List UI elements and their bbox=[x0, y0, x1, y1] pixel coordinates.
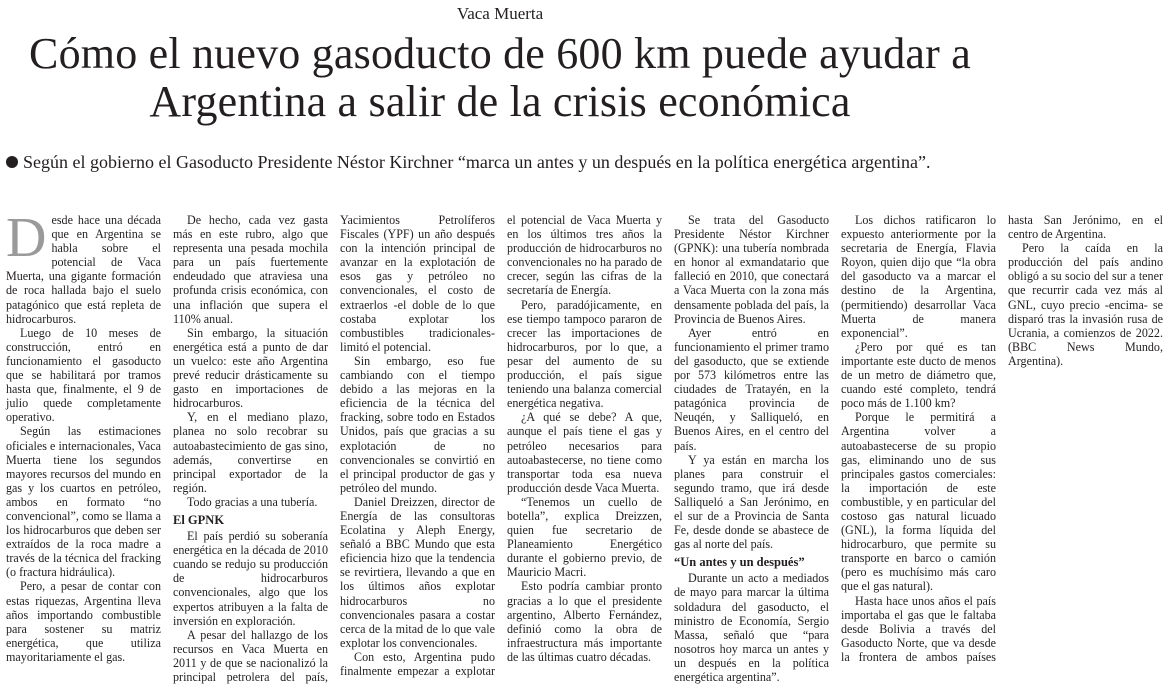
article-paragraph: Sin embargo, la situación energética está a punto de dar un vuelco: este año Argentina prevé reducir drásticamente su gasto en importaciones de hidrocarburos. bbox=[173, 325, 328, 411]
article-paragraph: “Tenemos un cuello de botella”, explica Dreizzen, quien fue secretario de Planeamiento Energético durante el gobierno previo, de Mauricio Macri. bbox=[507, 494, 662, 580]
article-paragraph: Los dichos ratificaron lo expuesto anteriormente por la secretaria de Energía, Flavia Royon, quien dijo que “la obra del gasoducto va a marcar el destino de la Argentina, (permitiendo) desarrollar Vaca Muerta de manera exponencial”. bbox=[841, 213, 996, 340]
article-paragraph: A pesar del hallazgo de los recursos en Vaca Muerta en 2011 y de que se nacionalizó la principal petrolera del país, Yacimientos Petrolíferos Fiscales (YPF) un año después con la intención principal de avanzar en la explotación de esos gas y petróleo no convencionales, el costo de extraerlos -el doble de lo que costaba explotar los combustibles tradicionales- limitó el potencial. bbox=[173, 213, 495, 684]
article-paragraph: Con esto, Argentina pudo finalmente empezar a explotar el potencial de Vaca Muerta y en los últimos tres años la producción de hidrocarburos no convencionales no ha parado de crecer, según las cifras de la secretaría de Energía. bbox=[340, 213, 662, 678]
section-subheading: El GPNK bbox=[173, 512, 225, 527]
article-paragraph: El país perdió su soberanía energética en la década de 2010 cuando se redujo su producción de hidrocarburos convencionales, algo que los expertos atribuyen a la falta de inversión en exploración. bbox=[173, 529, 328, 628]
article-paragraph: Daniel Dreizzen, director de Energía de las consultoras Ecolatina y Aleph Energy, señaló a BBC Mundo que esta eficiencia hizo que la tendencia se revirtiera, llevando a que en los últimos años explotar hidrocarburos no convencionales pasara a costar cerca de la mitad de lo que vale explotar los convencionales. bbox=[340, 494, 495, 650]
article-paragraph: ¿A qué se debe? A que, aunque el país tiene el gas y petróleo necesarios para autoabastecerse, no tiene como transportar toda esa nueva producción desde Vaca Muerta. bbox=[507, 410, 662, 495]
article-paragraph: Todo gracias a una tubería. bbox=[187, 494, 318, 509]
drop-cap: D bbox=[6, 207, 47, 269]
article-paragraph: Luego de 10 meses de construcción, entró en funcionamiento el gasoducto que se habilitará por tramos hasta que, finalmente, el 9 de julio quede completamente operativo. bbox=[6, 325, 161, 425]
article-paragraph: ¿Pero por qué es tan importante este ducto de menos de un metro de diámetro que, cuando esté completo, tendrá poco más de 1.100 km? bbox=[841, 339, 996, 411]
article-paragraph: Durante un acto a mediados de mayo para marcar la última soldadura del gasoducto, el ministro de Economía, Sergio Massa, señaló que “para nosotros hoy marca un antes y un después en la política energética argentina”. bbox=[674, 571, 829, 684]
page-title: Cómo el nuevo gasoducto de 600 km puede ayudar a Argentina a salir de la crisis económica bbox=[29, 29, 971, 126]
article-paragraph bbox=[6, 207, 161, 326]
article-paragraph: Esto podría cambiar pronto gracias a lo que el presidente argentino, Alberto Fernández, definió como la obra de infraestructura más importante de las últimas cuatro décadas. bbox=[507, 579, 662, 664]
deck-text: Según el gobierno el Gasoducto Presidente Néstor Kirchner “marca un antes y un después en la política energética argentina”. bbox=[23, 152, 931, 172]
article-paragraph: Pero, paradójicamente, en ese tiempo tampoco pararon de crecer las importaciones de hidrocarburos, por lo que, a pesar del aumento de su producción, el país sigue teniendo una balanza comercial energética negativa. bbox=[507, 297, 662, 411]
article-paragraph: Hasta hace unos años el país importaba el gas que le faltaba desde Bolivia a través del Gasoducto Norte, que va desde la frontera de ambos países hasta San Jerónimo, en el centro de Argentina. bbox=[841, 213, 1163, 664]
article-body bbox=[6, 207, 1163, 687]
article-paragraph: Se trata del Gasoducto Presidente Néstor Kirchner (GPNK): una tubería nombrada en honor al exmandatario que falleció en 2010, que conectará a Vaca Muerta con la zona más densamente poblada del país, la Provincia de Buenos Aires. bbox=[674, 213, 829, 326]
article-deck bbox=[6, 151, 994, 173]
article-paragraph: Pero la caída en la producción del país andino obligó a su socio del sur a tener que recurrir cada vez más al GNL, cuyo precio -encima- se disparó tras la invasión rusa de Ucrania, a comienzos de 2022. (BBC News Mundo, Argentina). bbox=[1008, 241, 1163, 368]
article-paragraph: Porque le permitirá a Argentina volver a autoabastecerse de su propio gas, eliminando uno de sus principales gastos comerciales: la importación de este combustible, y en particular del costoso gas natural licuado (GNL), la forma líquida del hidrocarburo, que permite su transporte en barco o camión (pero es muchísimo más caro que el gas natural). bbox=[841, 410, 996, 594]
article-paragraph: Pero, a pesar de contar con estas riquezas, Argentina lleva años importando combustible para sostener su matriz energética, que utiliza mayoritariamente el gas. bbox=[6, 579, 161, 664]
article-paragraph: Y ya están en marcha los planes para construir el segundo tramo, que irá desde Salliqueló a San Jerónimo, en el sur de a Provincia de Santa Fe, desde donde se abastece de gas al norte del país. bbox=[674, 452, 829, 552]
article-paragraph: Ayer entró en funcionamiento el primer tramo del gasoducto, que se extiende por 573 kilómetros entre las ciudades de Tratayén, en la patagónica provincia de Neuqén, y Salliqueló, en Buenos Aires, en el centro del país. bbox=[674, 325, 829, 453]
section-kicker: Vaca Muerta bbox=[456, 4, 544, 23]
article-paragraph: Según las estimaciones oficiales e internacionales, Vaca Muerta tiene los segundos mayores recursos del mundo en gas y los cuartos en petróleo, ambos en formato “no convencional”, como se llama a los hidrocarburos que deben ser extraídos de la roca madre a través de la técnica del fracking (o fractura hidráulica). bbox=[6, 424, 161, 580]
section-subheading: “Un antes y un después” bbox=[674, 555, 805, 570]
paragraph-text: esde hace una década que en Argentina se habla sobre el potencial de Vaca Muerta, una gigante formación de roca hallada bajo el suelo patagónico que está repleta de hidrocarburos. bbox=[6, 213, 161, 326]
bullet-icon bbox=[6, 156, 18, 168]
article-paragraph: Sin embargo, eso fue cambiando con el tiempo debido a las mejoras en la eficiencia de la técnica del fracking, sobre todo en Estados Unidos, país que gracias a su explotación de no convencionales se convirtió en el principal productor de gas y petróleo del mundo. bbox=[340, 353, 495, 495]
article-paragraph: Y, en el mediano plazo, planea no solo recobrar su autoabastecimiento de gas sino, además, convertirse en principal exportador de la región. bbox=[173, 410, 328, 495]
article-paragraph: De hecho, cada vez gasta más en este rubro, algo que representa una pesada mochila para un país fuertemente endeudado que atraviesa una profunda crisis económica, con una inflación que supera el 110% anual. bbox=[173, 213, 328, 326]
